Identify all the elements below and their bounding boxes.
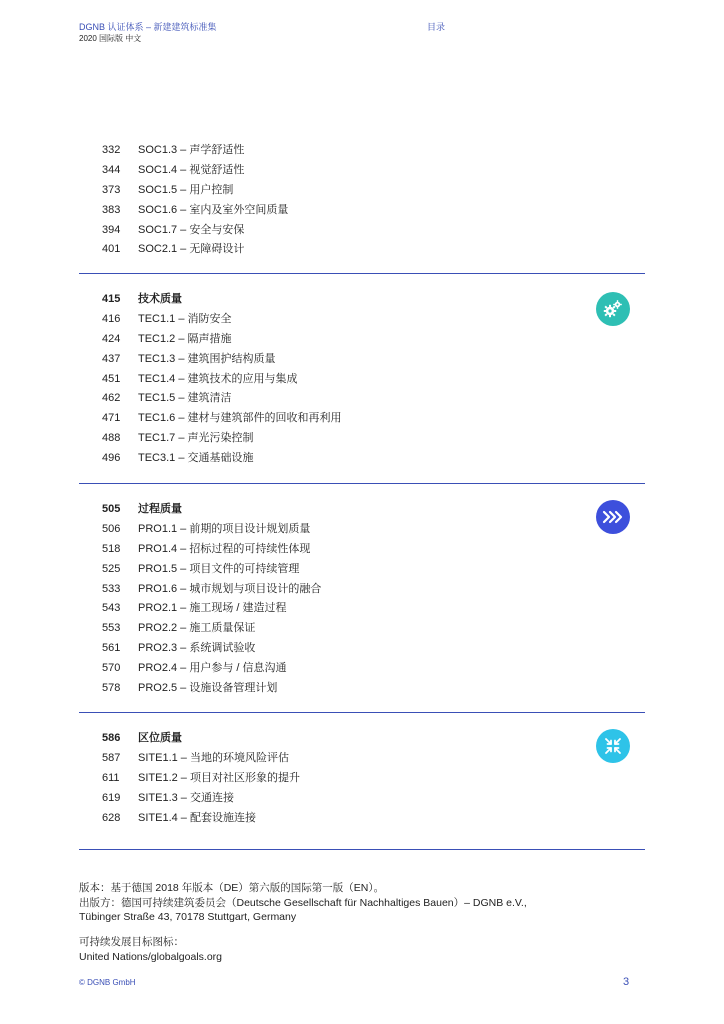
page-header: [79, 20, 649, 50]
toc-entry[interactable]: [102, 389, 642, 409]
toc-entry[interactable]: [102, 221, 642, 241]
toc-page-number: 619: [102, 791, 121, 804]
toc-page-number: 525: [102, 562, 121, 575]
toc-entry[interactable]: [102, 560, 642, 580]
toc-page-number: 383: [102, 203, 121, 216]
toc-entry-text: SITE1.4 – 配套设施连接: [138, 811, 256, 824]
toc-entry[interactable]: [102, 619, 642, 639]
section-soc: [102, 141, 642, 260]
toc-page-number: 543: [102, 602, 121, 615]
toc-entry-text: PRO2.1 – 施工现场 / 建造过程: [138, 602, 287, 615]
publisher-line: 出版方：德国可持续建筑委员会（Deutsche Gesellschaft für Nachhaltiges Bauen）– DGNB e.V.,: [79, 896, 527, 909]
toc-page-number: 561: [102, 642, 121, 655]
section-divider: [79, 849, 645, 850]
toc-entry-text: PRO2.3 – 系统调试验收: [138, 642, 256, 655]
section-divider: [79, 712, 645, 713]
sdg-label: 可持续发展目标图标：: [79, 936, 184, 948]
toc-entry-text: TEC1.3 – 建筑围护结构质量: [138, 352, 276, 365]
section-heading[interactable]: [102, 290, 642, 310]
toc-page-number: 628: [102, 811, 121, 824]
toc-page-number: 587: [102, 751, 121, 764]
page-number: 3: [623, 976, 630, 988]
toc-entry-text: PRO1.6 – 城市规划与项目设计的融合: [138, 582, 322, 595]
toc-page-number: 415: [102, 293, 121, 305]
toc-entry[interactable]: [102, 540, 642, 560]
toc-entry-text: TEC3.1 – 交通基础设施: [138, 452, 254, 465]
toc-page-number: 533: [102, 582, 121, 595]
toc-entry-text: TEC1.1 – 消防安全: [138, 312, 232, 325]
toc-page-number: 553: [102, 622, 121, 635]
toc-entry[interactable]: [102, 370, 642, 390]
toc-page-number: 496: [102, 452, 121, 465]
toc-page-number: 416: [102, 312, 121, 325]
toc-entry-text: TEC1.7 – 声光污染控制: [138, 432, 254, 445]
section-heading[interactable]: [102, 500, 642, 520]
toc-entry-text: SOC1.6 – 室内及室外空间质量: [138, 203, 289, 216]
toc-entry-text: SOC1.3 – 声学舒适性: [138, 144, 245, 156]
toc-entry-text: TEC1.6 – 建材与建筑部件的回收和再利用: [138, 412, 342, 425]
toc-entry-text: PRO1.1 – 前期的项目设计规划质量: [138, 522, 311, 535]
toc-entry-text: SITE1.1 – 当地的环境风险评估: [138, 751, 289, 764]
toc-entry-text: SOC1.5 – 用户控制: [138, 183, 234, 196]
toc-page-number: 394: [102, 223, 121, 236]
section-pro: [102, 500, 642, 699]
toc-entry[interactable]: [102, 520, 642, 540]
version-line: 版本：基于德国 2018 年版本（DE）第六版的国际第一版（EN）。: [79, 882, 385, 894]
toc-entry[interactable]: [102, 161, 642, 181]
toc-page-number: 424: [102, 332, 121, 345]
toc-entry[interactable]: [102, 201, 642, 221]
toc-page-number: 570: [102, 662, 121, 675]
sdg-credit-block: [79, 935, 222, 964]
toc-entry[interactable]: [102, 330, 642, 350]
toc-entry-text: SOC1.7 – 安全与安保: [138, 223, 245, 236]
toc-entry-text: SITE1.2 – 项目对社区形象的提升: [138, 771, 300, 784]
toc-label[interactable]: 目录: [427, 22, 446, 32]
toc-entry[interactable]: [102, 429, 642, 449]
toc-entry-text: PRO2.2 – 施工质量保证: [138, 622, 256, 635]
section-tec: [102, 290, 642, 469]
section-heading-text: 区位质量: [138, 732, 182, 744]
section-site: [102, 729, 642, 828]
toc-entry[interactable]: [102, 789, 642, 809]
toc-entry[interactable]: [102, 659, 642, 679]
toc-entry[interactable]: [102, 639, 642, 659]
toc-page-number: 488: [102, 432, 121, 445]
toc-entry[interactable]: [102, 310, 642, 330]
toc-entry[interactable]: [102, 449, 642, 469]
toc-page-number: 471: [102, 412, 121, 425]
toc-page-number: 586: [102, 732, 121, 744]
toc-page-number: 437: [102, 352, 121, 365]
toc-page-number: 505: [102, 503, 121, 515]
section-heading-text: 过程质量: [138, 503, 182, 515]
imprint-block: [79, 881, 527, 925]
toc-entry-text: PRO2.4 – 用户参与 / 信息沟通: [138, 662, 287, 675]
toc-entry-text: TEC1.5 – 建筑清洁: [138, 392, 232, 405]
toc-entry-text: TEC1.2 – 隔声措施: [138, 332, 232, 345]
toc-entry-text: SITE1.3 – 交通连接: [138, 791, 234, 804]
toc-page-number: 611: [102, 771, 120, 784]
edition-label: 2020 国际版 中文: [79, 34, 142, 43]
section-heading-text: 技术质量: [138, 293, 182, 305]
toc-page-number: 518: [102, 542, 121, 555]
section-divider: [79, 273, 645, 274]
toc-entry[interactable]: [102, 409, 642, 429]
sdg-source: United Nations/globalgoals.org: [79, 950, 223, 963]
toc-page-number: 451: [102, 372, 121, 385]
toc-entry[interactable]: [102, 599, 642, 619]
toc-entry-text: SOC2.1 – 无障碍设计: [138, 243, 245, 256]
section-divider: [79, 483, 645, 484]
toc-entry-text: PRO1.5 – 项目文件的可持续管理: [138, 562, 300, 575]
toc-page-number: 401: [102, 243, 121, 256]
toc-page-number: 578: [102, 682, 121, 695]
section-heading[interactable]: [102, 729, 642, 749]
toc-entry-text: TEC1.4 – 建筑技术的应用与集成: [138, 372, 298, 385]
document-title: DGNB 认证体系 – 新建建筑标准集: [79, 22, 217, 32]
toc-entry[interactable]: [102, 141, 642, 161]
toc-page-number: 332: [102, 144, 121, 156]
toc-page-number: 344: [102, 163, 121, 176]
toc-entry-text: PRO2.5 – 设施设备管理计划: [138, 682, 278, 695]
publisher-address: Tübinger Straße 43, 70178 Stuttgart, Germany: [79, 911, 297, 923]
toc-entry-text: SOC1.4 – 视觉舒适性: [138, 163, 245, 176]
toc-entry[interactable]: [102, 749, 642, 769]
toc-page-number: 462: [102, 392, 121, 405]
toc-page-number: 506: [102, 522, 121, 535]
toc-entry[interactable]: [102, 350, 642, 370]
toc-entry[interactable]: [102, 809, 642, 829]
copyright: © DGNB GmbH: [79, 978, 136, 987]
toc-page-number: 373: [102, 183, 121, 196]
toc-entry[interactable]: [102, 679, 642, 699]
toc-entry[interactable]: [102, 580, 642, 600]
toc-entry[interactable]: [102, 240, 642, 260]
toc-entry-text: PRO1.4 – 招标过程的可持续性体现: [138, 542, 311, 555]
toc-entry[interactable]: [102, 181, 642, 201]
toc-entry[interactable]: [102, 769, 642, 789]
